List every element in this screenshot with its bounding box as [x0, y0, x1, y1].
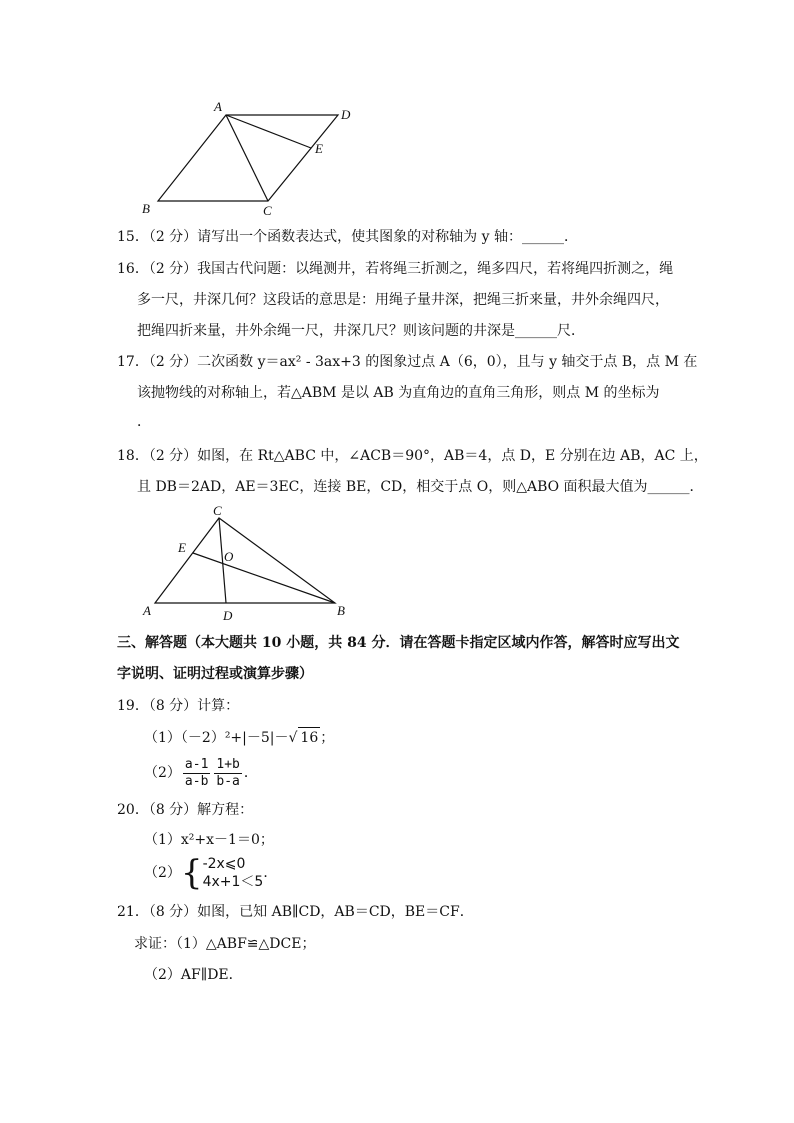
- question-17-line-1: 17．（2 分）二次函数 y＝ax² - 3ax+3 的图象过点 A（6，0），且与 y 轴交于点 B，点 M 在: [117, 354, 698, 370]
- inequality-system: [203, 855, 264, 891]
- question-16-line-2: 多一尺，井深几何？这段话的意思是：用绳子量井深，把绳三折来量，井外余绳四尺，: [137, 292, 669, 308]
- q19-p1-prefix: （1）（－2）²+|－5|－: [144, 730, 289, 746]
- q20-p2-prefix: （2）: [144, 865, 181, 881]
- question-20-part-2: [144, 853, 277, 893]
- segment-AC: [226, 115, 268, 201]
- triangle-ABC: [155, 518, 335, 603]
- question-15: 15．（2 分）请写出一个函数表达式，使其图象的对称轴为 y 轴：______．: [117, 229, 578, 245]
- question-20-part-1: （1）x²+x－1＝0；: [144, 832, 274, 848]
- label-A2: A: [143, 603, 151, 618]
- question-21-title: 21．（8 分）如图，已知 AB∥CD，AB＝CD，BE＝CF．: [117, 904, 474, 920]
- section-3-heading-line-1: 三、解答题（本大题共 10 小题，共 84 分．请在答题卡指定区域内作答，解答时应写出文: [117, 635, 680, 651]
- segment-AE: [226, 115, 311, 148]
- figure-right-triangle: [135, 503, 360, 623]
- system-brace: {: [180, 853, 203, 893]
- label-D: D: [341, 107, 351, 122]
- question-17-line-2: 该抛物线的对称轴上，若△ABM 是以 AB 为直角边的直角三角形，则点 M 的坐标为: [137, 385, 660, 401]
- label-D2: D: [223, 608, 233, 623]
- question-20-title: 20．（8 分）解方程：: [117, 802, 254, 818]
- inequality-1: -2x⩽0: [202, 856, 246, 872]
- label-O: O: [224, 549, 234, 564]
- label-E2: E: [178, 540, 186, 555]
- question-16-line-1: 16．（2 分）我国古代问题：以绳测井，若将绳三折测之，绳多四尺，若将绳四折测之，绳: [117, 261, 674, 277]
- label-B2: B: [337, 603, 345, 618]
- question-19-part-2: [144, 755, 258, 791]
- q19-p1-sqrt: 16: [298, 727, 320, 748]
- q19-p1-suffix: ；: [320, 730, 335, 746]
- q19-p2-prefix: （2）: [144, 765, 181, 781]
- segment-BE: [193, 553, 335, 603]
- fraction-2-denominator: b-a: [216, 773, 240, 789]
- label-C2: C: [213, 503, 222, 518]
- q20-p2-suffix: ．: [263, 865, 278, 881]
- question-19-part-1: [144, 727, 334, 748]
- question-18-line-1: 18．（2 分）如图，在 Rt△ABC 中，∠ACB＝90°，AB＝4，点 D，E 分别在边 AB，AC 上，: [117, 448, 708, 464]
- question-17-line-3: ．: [137, 414, 151, 430]
- question-19-title: 19．（8 分）计算：: [117, 698, 240, 714]
- label-E: E: [315, 141, 323, 156]
- fraction-1-numerator: a-1: [184, 756, 209, 772]
- label-A: A: [214, 99, 222, 114]
- label-C: C: [263, 203, 272, 218]
- label-B: B: [142, 201, 150, 216]
- question-21-proof-2: （2）AF∥DE．: [144, 967, 243, 983]
- question-18-line-2: 且 DB＝2AD，AE＝3EC，连接 BE，CD，相交于点 O，则△ABO 面积最大值为______．: [137, 479, 704, 495]
- figure-rhombus: [130, 95, 370, 220]
- fraction-2: [214, 757, 241, 790]
- sqrt-symbol: √: [288, 730, 298, 746]
- inequality-2: 4x+1＜5: [202, 874, 264, 890]
- fraction-1: [183, 757, 210, 790]
- figure-rhombus-outline: [158, 115, 338, 201]
- fraction-1-denominator: a-b: [184, 773, 209, 789]
- fraction-2-numerator: 1+b: [216, 756, 240, 772]
- question-21-proof-1: 求证：（1）△ABF≌△DCE；: [134, 936, 316, 952]
- section-3-heading-line-2: 字说明、证明过程或演算步骤）: [117, 666, 313, 682]
- question-16-line-3: 把绳四折来量，井外余绳一尺，井深几尺？则该问题的井深是______尺．: [137, 323, 585, 339]
- q19-p2-suffix: ．: [243, 765, 258, 781]
